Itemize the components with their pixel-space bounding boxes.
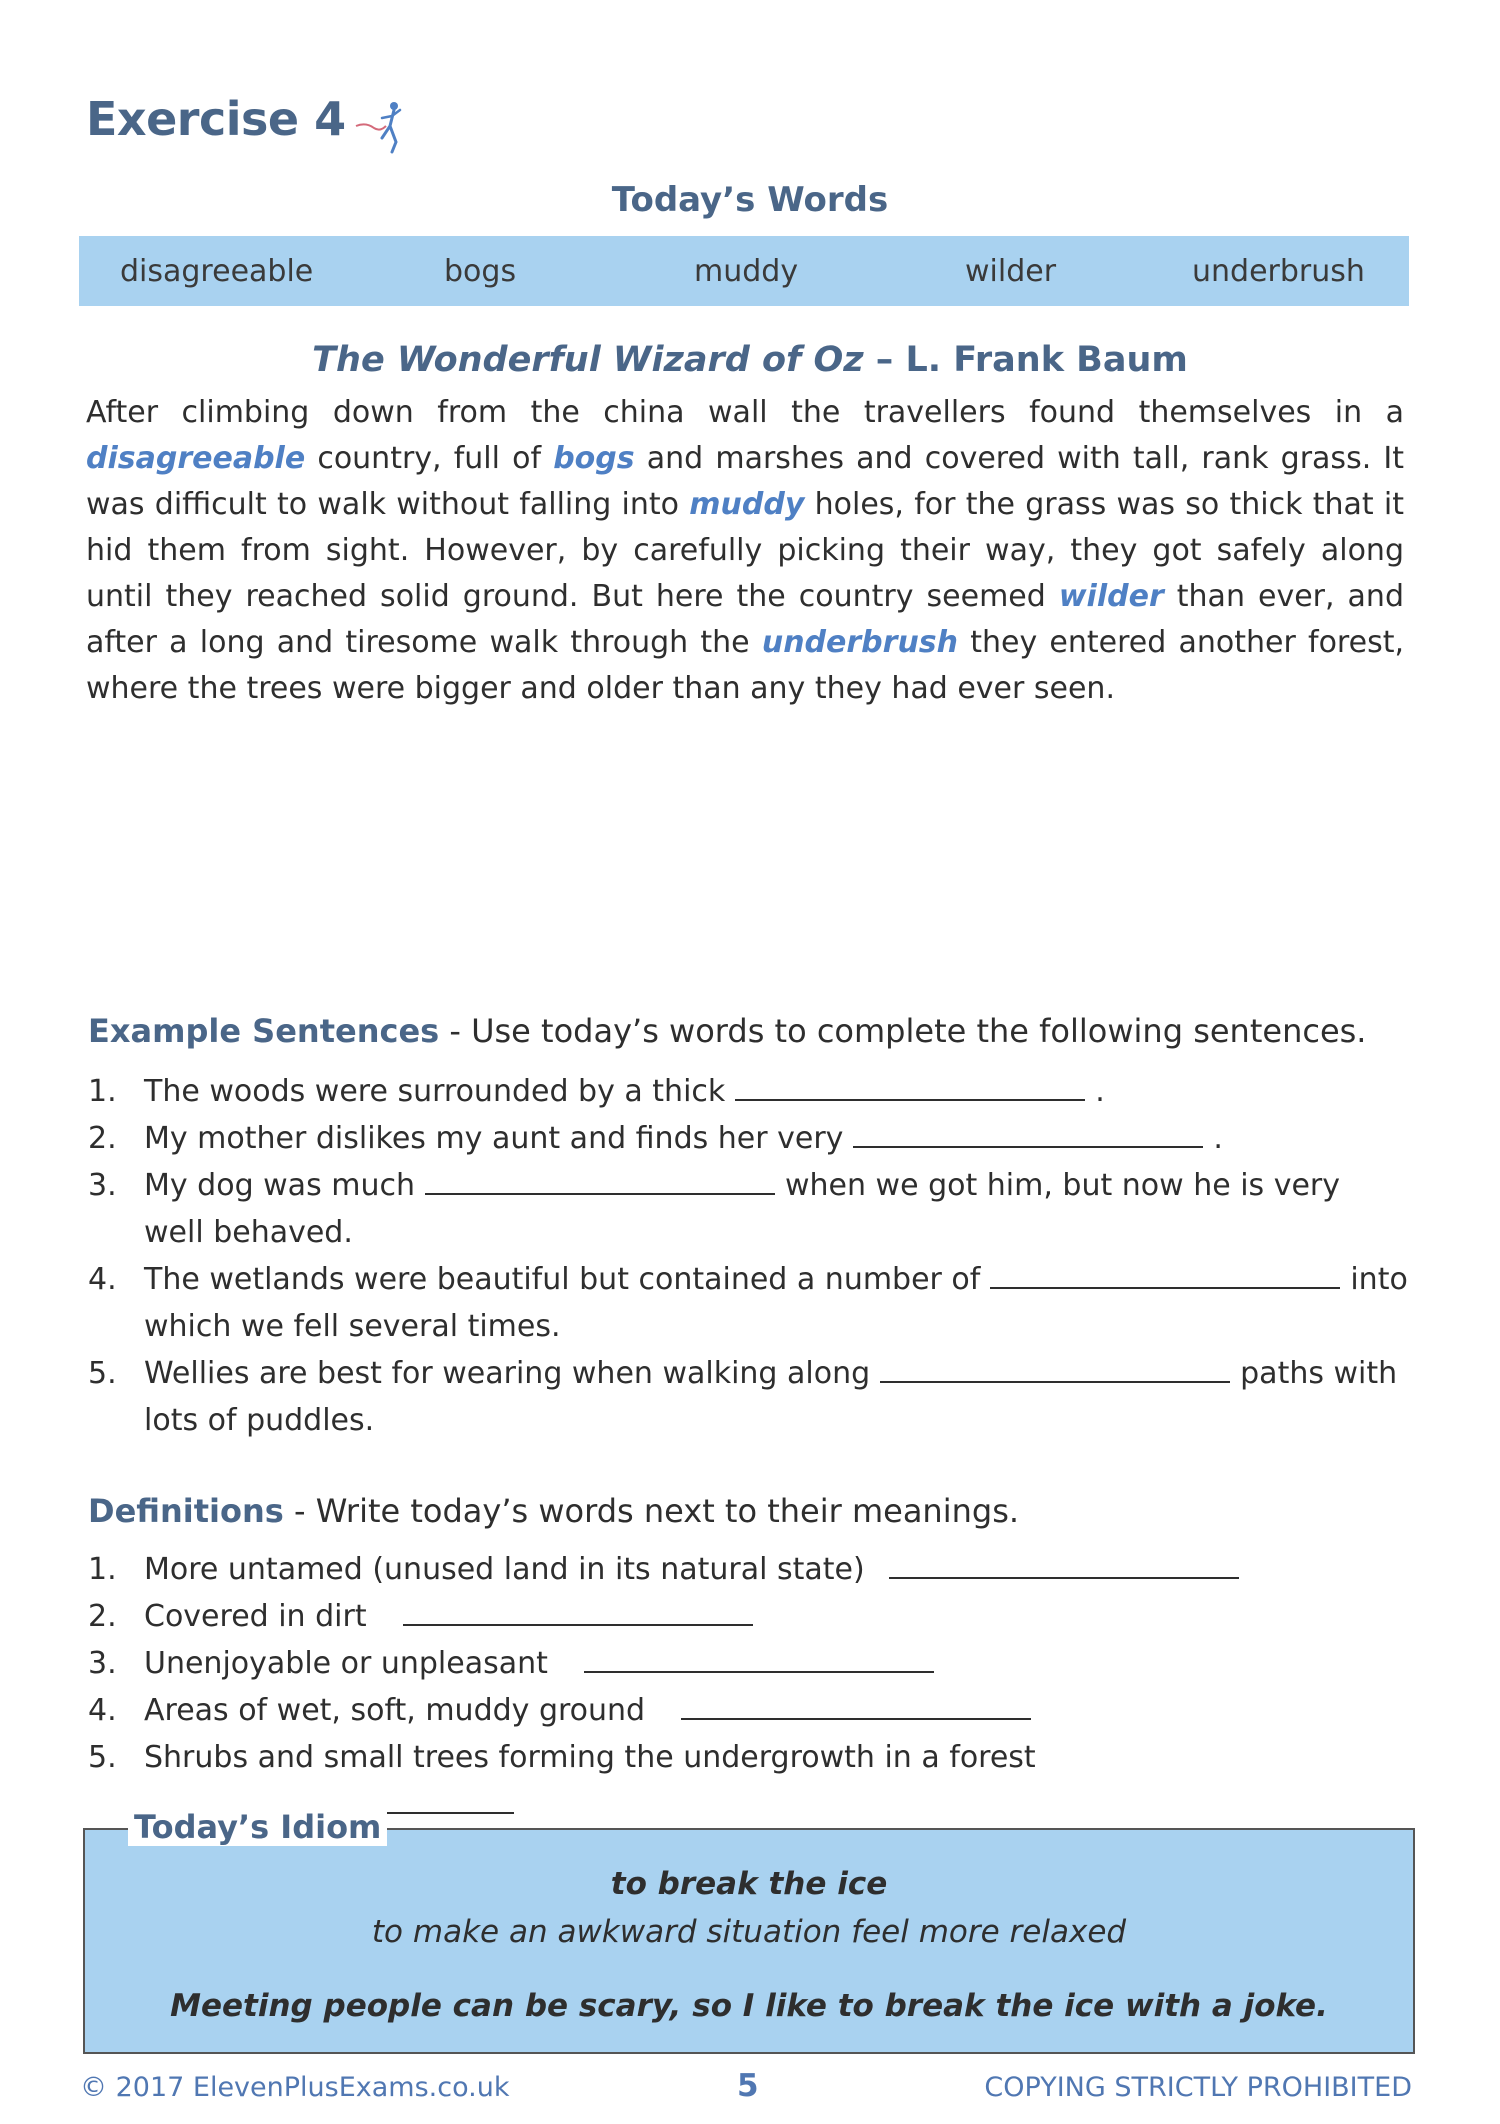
passage-text: holes, for the grass was so thick that it hid them from sight. However, by carefully picking their way, they got safely along until they reached solid ground. But here the country seemed <box>86 487 1404 614</box>
list-item <box>88 1115 1408 1162</box>
idiom-meaning: to make an awkward situation feel more relaxed <box>371 1914 1127 1950</box>
exercise-title: Exercise 4 <box>86 92 346 146</box>
passage-text: country, full of <box>305 441 554 476</box>
example-sentences-list <box>88 1068 1408 1444</box>
list-item <box>88 1350 1408 1444</box>
word-muddy: muddy <box>694 254 799 289</box>
definition-text: Areas of wet, soft, muddy ground <box>144 1693 646 1728</box>
todays-words-bar <box>79 236 1409 306</box>
list-item <box>88 1546 1408 1593</box>
item-number: 2. <box>88 1599 117 1634</box>
answer-blank[interactable] <box>880 1351 1230 1383</box>
item-number: 1. <box>88 1552 117 1587</box>
passage-keyword: underbrush <box>761 625 959 660</box>
reading-passage <box>86 390 1404 712</box>
answer-blank[interactable] <box>889 1547 1239 1579</box>
sentence-start: The woods were surrounded by a thick <box>144 1074 726 1109</box>
item-number: 5. <box>88 1356 117 1391</box>
passage-keyword: disagreeable <box>86 441 306 476</box>
book-title <box>0 340 1500 380</box>
idiom-box <box>83 1828 1415 2054</box>
footer-copyright: © 2017 ElevenPlusExams.co.uk <box>80 2072 510 2103</box>
idiom-phrase: to break the ice <box>610 1866 888 1902</box>
definitions-title: Definitions <box>88 1492 284 1530</box>
passage-text: than ever, and after a long and tiresome walk through the <box>86 579 1404 660</box>
definition-text: Covered in dirt <box>144 1599 367 1634</box>
item-number: 2. <box>88 1121 117 1156</box>
sentence-end: . <box>1213 1121 1223 1156</box>
list-item <box>88 1593 1408 1640</box>
item-number: 3. <box>88 1646 117 1681</box>
definition-text: Shrubs and small trees forming the undergrowth in a forest <box>144 1740 1036 1775</box>
book-author: – L. Frank Baum <box>875 340 1188 380</box>
answer-blank[interactable] <box>735 1069 1085 1101</box>
sentence-start: Wellies are best for wearing when walking along <box>144 1356 871 1391</box>
answer-blank[interactable] <box>990 1257 1340 1289</box>
example-sentences-title: Example Sentences <box>88 1012 440 1050</box>
item-number: 1. <box>88 1074 117 1109</box>
list-item <box>88 1256 1408 1350</box>
word-disagreeable: disagreeable <box>120 254 314 289</box>
definition-text: More untamed (unused land in its natural state) <box>144 1552 865 1587</box>
sentence-end: paths with lots of puddles. <box>144 1356 1398 1438</box>
sentence-start: The wetlands were beautiful but contained a number of <box>144 1262 981 1297</box>
sentence-end: when we got him, but now he is very well behaved. <box>144 1168 1341 1250</box>
answer-blank[interactable] <box>584 1641 934 1673</box>
page-number: 5 <box>737 2068 759 2104</box>
definitions-instruction: - Write today’s words next to their meanings. <box>283 1492 1020 1530</box>
footer-notice: COPYING STRICTLY PROHIBITED <box>984 2072 1412 2103</box>
answer-blank[interactable] <box>853 1116 1203 1148</box>
definitions-heading <box>88 1492 1019 1530</box>
list-item <box>88 1162 1408 1256</box>
passage-text: they entered another forest, where the trees were bigger and older than any they had ever seen. <box>86 625 1404 706</box>
list-item <box>88 1687 1408 1734</box>
passage-text: and marshes and covered with tall, rank grass. It was difficult to walk without falling into <box>86 441 1404 522</box>
list-item <box>88 1068 1408 1115</box>
sentence-start: My mother dislikes my aunt and finds her very <box>144 1121 844 1156</box>
item-number: 4. <box>88 1262 117 1297</box>
book-name: The Wonderful Wizard of Oz <box>312 340 864 380</box>
sentence-end: . <box>1095 1074 1105 1109</box>
answer-blank[interactable] <box>681 1688 1031 1720</box>
definition-text: Unenjoyable or unpleasant <box>144 1646 548 1681</box>
word-underbrush: underbrush <box>1192 254 1365 289</box>
example-sentences-heading <box>88 1012 1366 1050</box>
answer-blank[interactable] <box>403 1594 753 1626</box>
item-number: 3. <box>88 1168 117 1203</box>
todays-words-title: Today’s Words <box>611 180 889 220</box>
passage-text: After climbing down from the china wall the travellers found themselves in a <box>86 395 1404 430</box>
definitions-list <box>88 1546 1408 1828</box>
example-sentences-instruction: - Use today’s words to complete the following sentences. <box>439 1012 1367 1050</box>
passage-keyword: muddy <box>689 487 805 522</box>
idiom-example: Meeting people can be scary, so I like to break the ice with a joke. <box>170 1988 1328 2024</box>
item-number: 5. <box>88 1740 117 1775</box>
sentence-start: My dog was much <box>144 1168 415 1203</box>
word-wilder: wilder <box>965 254 1057 289</box>
idiom-label: Today’s Idiom <box>128 1808 387 1846</box>
dancing-figure-icon <box>352 98 412 158</box>
word-bogs: bogs <box>444 254 517 289</box>
list-item <box>88 1640 1408 1687</box>
passage-keyword: bogs <box>553 441 635 476</box>
sentence-end: into which we fell several times. <box>144 1262 1408 1344</box>
answer-blank[interactable] <box>425 1163 775 1195</box>
passage-keyword: wilder <box>1058 579 1164 614</box>
item-number: 4. <box>88 1693 117 1728</box>
